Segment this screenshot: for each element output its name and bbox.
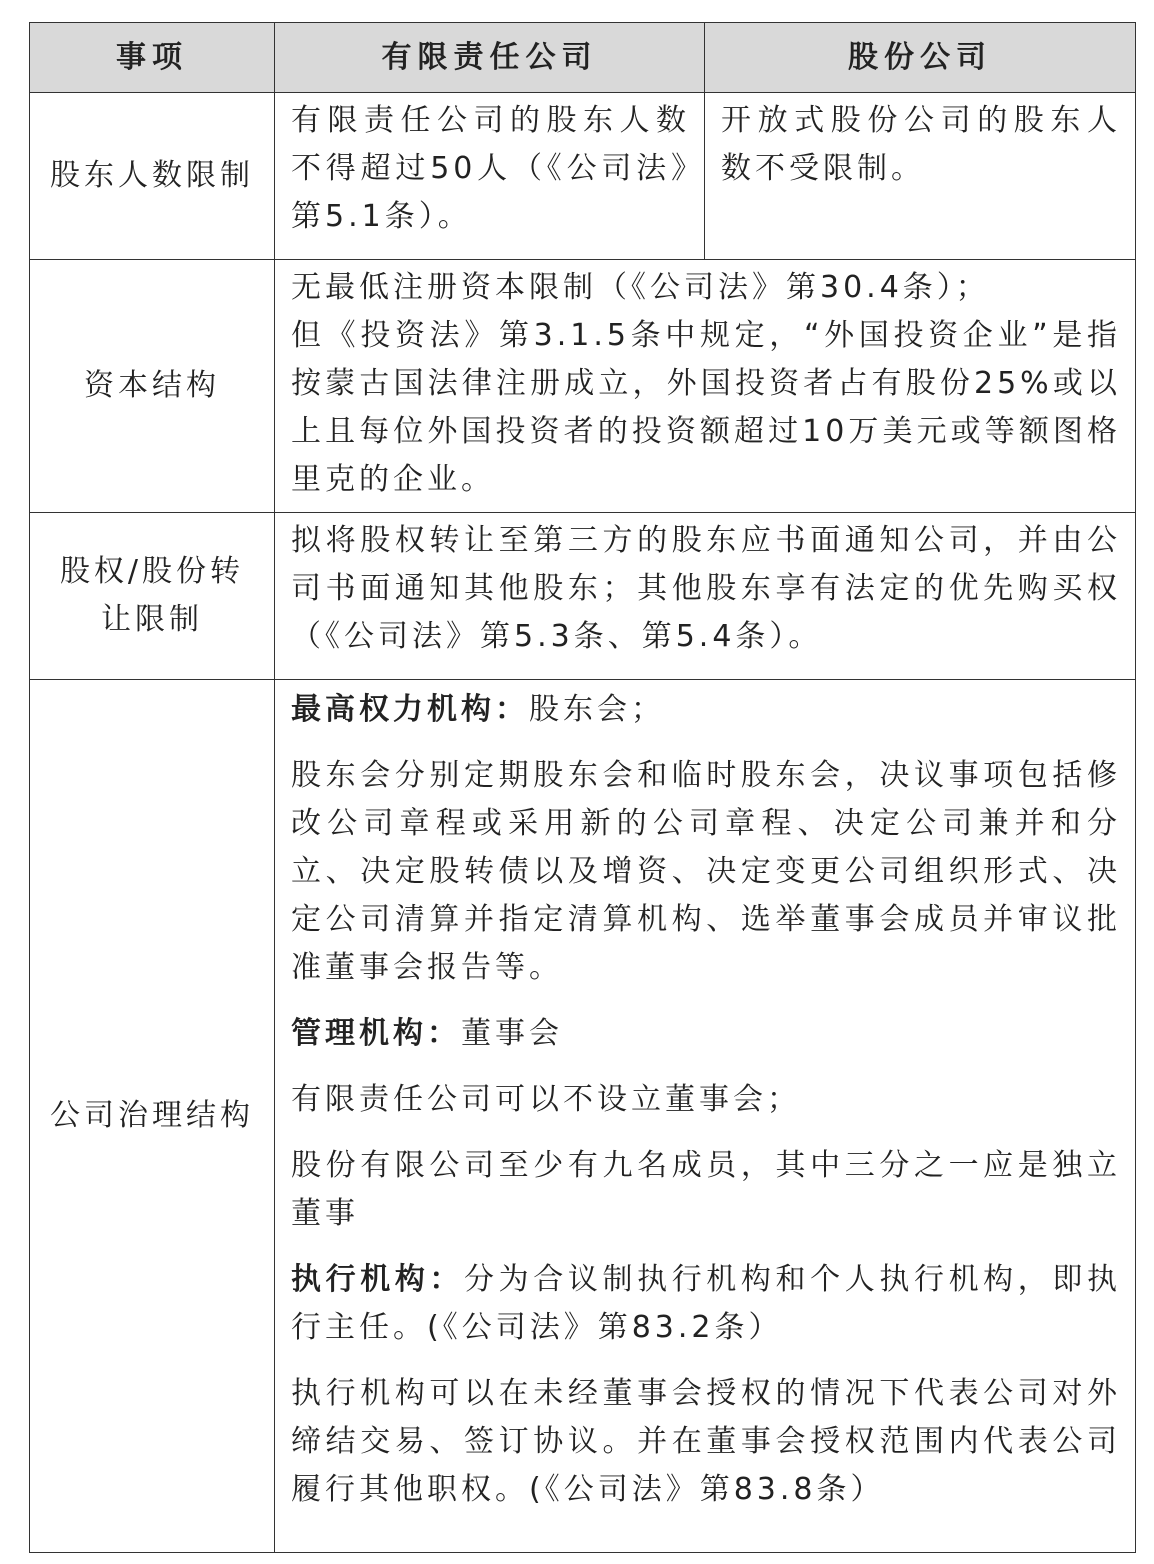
mgmt-label: 管理机构：: [291, 1016, 461, 1051]
table-row-shareholders: [30, 93, 1136, 260]
header-llc: 有限责任公司: [275, 23, 705, 93]
capital-cell: [275, 260, 1136, 513]
supreme-desc: 股东会分别定期股东会和临时股东会，决议事项包括修改公司章程或采用新的公司章程、决定公司兼并和分立、决定股转债以及增资、决定变更公司组织形式、决定公司清算并指定清算机构、选举董事会成员并审议批准董事会报告等。: [291, 758, 1121, 985]
exec-value: 分为合议制执行机构和个人执行机构，即执行主任。(《公司法》第83.2条）: [291, 1262, 1122, 1345]
row-label: 股权/股份转让限制: [30, 513, 275, 680]
row-label: 股东人数限制: [30, 93, 275, 260]
row-label: 资本结构: [30, 260, 275, 513]
capital-text: 但《投资法》第3.1.5条中规定，“外国投资企业”是指按蒙古国法律注册成立，外国投资者占有股份25%或以上且每位外国投资者的投资额超过10万美元或等额图格里克的企业。: [291, 318, 1121, 497]
table-row-governance: [30, 680, 1136, 1553]
mgmt-value: 董事会: [461, 1016, 563, 1051]
mgmt-desc: 有限责任公司可以不设立董事会；: [291, 1082, 801, 1117]
governance-cell: [275, 680, 1136, 1553]
transfer-cell: 拟将股权转让至第三方的股东应书面通知公司，并由公司书面通知其他股东；其他股东享有法定的优先购买权（《公司法》第5.3条、第5.4条）。: [275, 513, 1136, 680]
capital-text: 无最低注册资本限制（《公司法》第30.4条）；: [291, 270, 990, 305]
supreme-line: [291, 686, 1121, 734]
header-item: 事项: [30, 23, 275, 93]
supreme-value: 股东会；: [529, 692, 665, 727]
table-row-transfer: [30, 513, 1136, 680]
supreme-label: 最高权力机构：: [291, 692, 529, 727]
exec-desc: 执行机构可以在未经董事会授权的情况下代表公司对外缔结交易、签订协议。并在董事会授权范围内代表公司履行其他职权。(《公司法》第83.8条）: [291, 1376, 1121, 1507]
mgmt-desc: 股份有限公司至少有九名成员，其中三分之一应是独立董事: [291, 1148, 1121, 1231]
jsc-cell: 开放式股份公司的股东人数不受限制。: [705, 93, 1136, 260]
table-row-capital: [30, 260, 1136, 513]
exec-label: 执行机构：: [291, 1262, 465, 1297]
row-label: 公司治理结构: [30, 680, 275, 1553]
header-jsc: 股份公司: [705, 23, 1136, 93]
exec-line: [291, 1256, 1121, 1352]
header-row: [30, 23, 1136, 93]
company-comparison-table: [29, 22, 1136, 1553]
llc-cell: 有限责任公司的股东人数不得超过50人（《公司法》第5.1条）。: [275, 93, 705, 260]
mgmt-line: [291, 1010, 1121, 1058]
